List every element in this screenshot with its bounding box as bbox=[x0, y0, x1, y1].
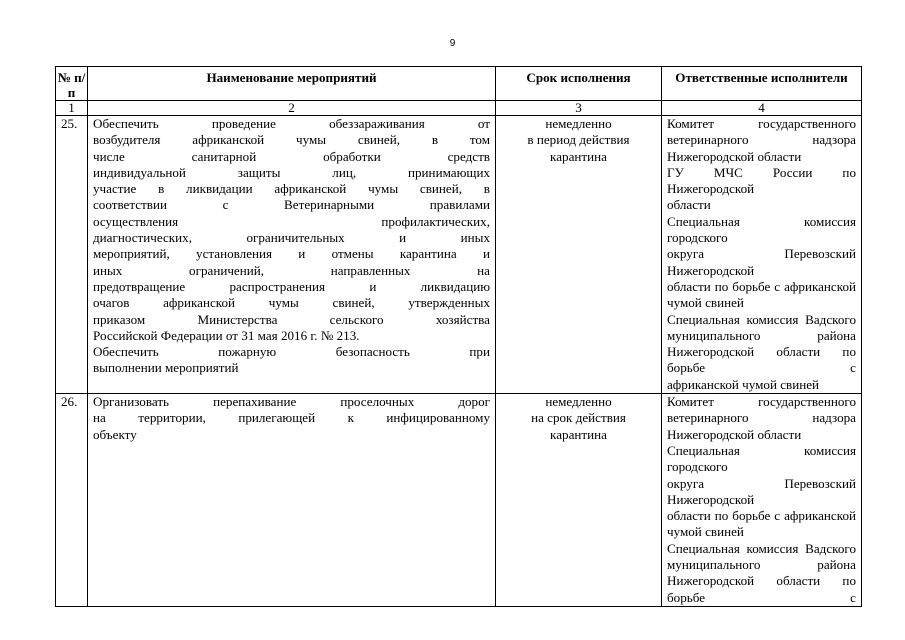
text-line: на территории, прилегающей к инфицированному bbox=[93, 410, 490, 426]
text-line: чумой свиней bbox=[667, 295, 744, 311]
text-line: осуществления профилактических, bbox=[93, 213, 490, 229]
column-index: 1 bbox=[56, 101, 88, 116]
text-line: ветеринарного надзора bbox=[667, 132, 856, 148]
text-line: ветеринарного надзора bbox=[667, 410, 856, 426]
row-number: 25. bbox=[56, 116, 88, 394]
header-responsible: Ответственные исполнители bbox=[662, 67, 862, 101]
text-line: области bbox=[667, 197, 711, 213]
text-line: муниципального района bbox=[667, 557, 856, 573]
text-line: мероприятий, установления и отмены карантина и bbox=[93, 246, 490, 262]
responsible-executors bbox=[662, 394, 862, 607]
text-line: Обеспечить пожарную безопасность при bbox=[93, 344, 490, 360]
text-line: Российской Федерации от 31 мая 2016 г. № 213. bbox=[93, 327, 360, 343]
text-line: диагностических, ограничительных и иных bbox=[93, 230, 490, 246]
text-line: Специальная комиссия Вадского bbox=[667, 311, 856, 327]
measure-description bbox=[88, 116, 496, 394]
text-line: индивидуальной защиты лиц, принимающих bbox=[93, 164, 490, 180]
text-line: соответствии с Ветеринарными правилами bbox=[93, 197, 490, 213]
responsible-executors bbox=[662, 116, 862, 394]
term-line: немедленно bbox=[545, 394, 612, 410]
table-row bbox=[56, 116, 862, 394]
text-line: области по борьбе с африканской bbox=[667, 278, 856, 294]
page-number: 9 bbox=[449, 38, 456, 49]
text-line: возбудителя африканской чумы свиней, в том bbox=[93, 132, 490, 148]
header-term: Срок исполнения bbox=[496, 67, 662, 101]
table-row bbox=[56, 394, 862, 607]
measures-table bbox=[55, 66, 862, 607]
text-line: Специальная комиссия городского bbox=[667, 442, 856, 475]
text-line: Нижегородской области bbox=[667, 426, 802, 442]
text-line: муниципального района bbox=[667, 327, 856, 343]
text-line: выполнении мероприятий bbox=[93, 360, 239, 376]
text-line: Нижегородской области bbox=[667, 148, 802, 164]
column-index: 3 bbox=[496, 101, 662, 116]
text-line: округа Перевозский Нижегородской bbox=[667, 475, 856, 507]
text-line: Обеспечить проведение обеззараживания от bbox=[93, 116, 490, 131]
text-line: Комитет государственного bbox=[667, 116, 856, 131]
text-line: объекту bbox=[93, 426, 137, 442]
text-line: Нижегородской области по борьбе с bbox=[667, 344, 856, 376]
header-name: Наименование мероприятий bbox=[88, 67, 496, 101]
column-index: 2 bbox=[88, 101, 496, 116]
text-line: ГУ МЧС России по Нижегородской bbox=[667, 164, 856, 197]
text-line: очагов африканской чумы свиней, утвержденных bbox=[93, 295, 490, 311]
text-line: Комитет государственного bbox=[667, 394, 856, 410]
header-num: № п/п bbox=[56, 67, 88, 101]
table-header-row bbox=[56, 67, 862, 101]
term-line: карантина bbox=[550, 148, 607, 164]
term-line: немедленно bbox=[545, 116, 612, 131]
text-line: приказом Министерства сельского хозяйства bbox=[93, 311, 490, 327]
execution-term bbox=[496, 116, 662, 394]
text-line: Организовать перепахивание проселочных дорог bbox=[93, 394, 490, 410]
text-line: чумой свиней bbox=[667, 524, 744, 540]
measure-description bbox=[88, 394, 496, 607]
text-line: Специальная комиссия Вадского bbox=[667, 540, 856, 556]
row-number: 26. bbox=[56, 394, 88, 607]
execution-term bbox=[496, 394, 662, 607]
term-line: в период действия bbox=[527, 132, 630, 148]
term-line: карантина bbox=[550, 426, 607, 442]
term-line: на срок действия bbox=[531, 410, 626, 426]
text-line: области по борьбе с африканской bbox=[667, 508, 856, 524]
text-line: африканской чумой свиней bbox=[667, 376, 820, 392]
text-line: участие в ликвидации африканской чумы свиней, в bbox=[93, 181, 490, 197]
text-line: Специальная комиссия городского bbox=[667, 213, 856, 246]
column-index: 4 bbox=[662, 101, 862, 116]
column-index-row bbox=[56, 101, 862, 116]
text-line: Нижегородской области по борьбе с bbox=[667, 573, 856, 605]
text-line: предотвращение распространения и ликвидацию bbox=[93, 278, 490, 294]
text-line: иных ограничений, направленных на bbox=[93, 262, 490, 278]
text-line: округа Перевозский Нижегородской bbox=[667, 246, 856, 278]
text-line: числе санитарной обработки средств bbox=[93, 148, 490, 164]
